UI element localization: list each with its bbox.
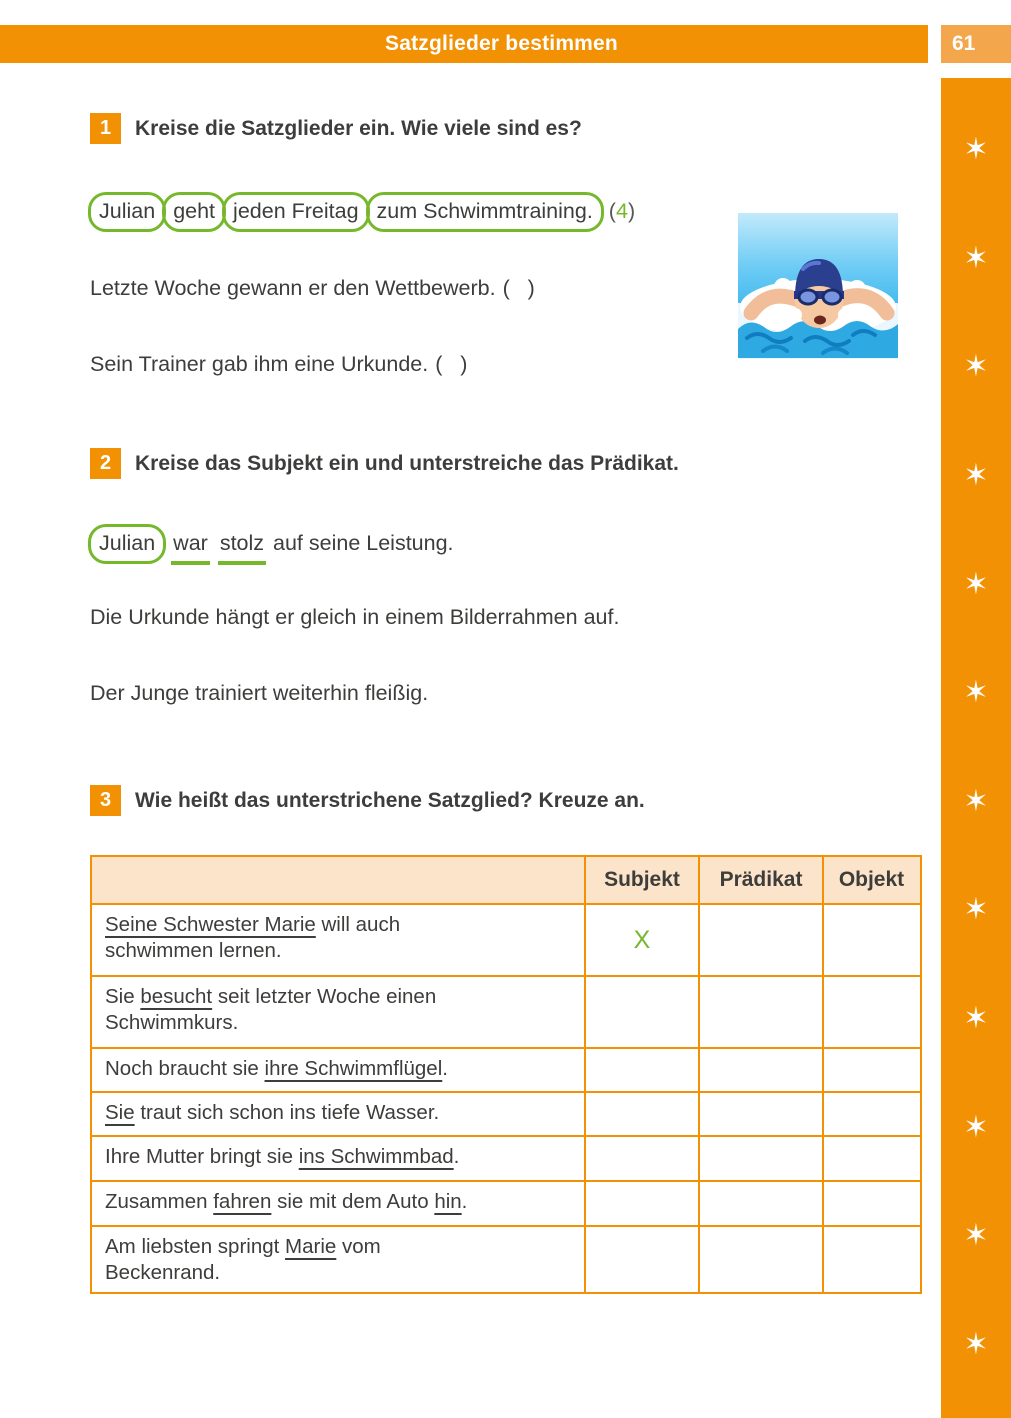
sentence-cell [92, 1049, 584, 1091]
table-row [92, 975, 920, 1047]
sentence-text: . [442, 1057, 448, 1080]
sparkle-star-icon: ✶ [963, 675, 989, 711]
exercise-2-prompt: Kreise das Subjekt ein und unterstreiche das Prädikat. [135, 451, 679, 475]
sentence-text: . [453, 1145, 460, 1168]
exercise-2-sentence-3: Der Junge trainiert weiterhin fleißig. [90, 681, 429, 705]
sparkle-star-icon: ✶ [963, 783, 989, 819]
sparkle-star-icon: ✶ [963, 132, 989, 167]
sentence-text: Zusammen [105, 1190, 214, 1213]
sentence-text: will auch [315, 913, 401, 936]
sentence-text: Letzte Woche gewann er den Wettbewerb. [90, 276, 496, 300]
mark-cell-praedikat[interactable] [698, 1182, 822, 1225]
table-row [92, 1225, 920, 1292]
circled-subject: Julian [88, 524, 166, 564]
table-row [92, 903, 920, 975]
exercise-1-circled-sentence [90, 192, 635, 232]
exercise-2-number-badge: 2 [90, 448, 121, 479]
mark-cell-praedikat[interactable] [698, 1093, 822, 1135]
sentence-text: seit letzter Woche einen [212, 985, 437, 1008]
circled-satzglied: jeden Freitag [222, 192, 370, 232]
underlined-satzglied: ins Schwimmbad [298, 1145, 454, 1168]
exercise-1-header [90, 113, 582, 144]
underlined-satzglied: ihre Schwimmflügel [264, 1057, 443, 1080]
exercise-1-sentence-2 [90, 276, 535, 301]
mark-cell-praedikat[interactable] [698, 1227, 822, 1292]
mark-cell-subjekt[interactable] [584, 977, 698, 1047]
page-number-badge [941, 25, 1011, 63]
mark-cell-objekt[interactable] [822, 1093, 919, 1135]
answer-parentheses[interactable]: ( ) [502, 276, 535, 300]
sentence-text: schwimmen lernen. [105, 939, 282, 962]
exercise-1-prompt: Kreise die Satzglieder ein. Wie viele sind es? [135, 116, 582, 140]
underlined-satzglied: fahren [213, 1190, 272, 1213]
underlined-predicate-1: war [171, 531, 210, 565]
mark-cell-objekt[interactable] [822, 905, 919, 975]
sentence-cell [92, 1093, 584, 1135]
exercise-3-header [90, 785, 645, 816]
exercise-2-sentence-2: Die Urkunde hängt er gleich in einem Bilderrahmen auf. [90, 605, 620, 629]
mark-cell-objekt[interactable] [822, 1137, 919, 1180]
sentence-text: Schwimmkurs. [105, 1011, 239, 1034]
sentence-text: Sein Trainer gab ihm eine Urkunde. [90, 352, 429, 376]
underlined-satzglied: hin [434, 1190, 462, 1213]
sparkle-star-icon: ✶ [963, 240, 989, 276]
table-row [92, 1047, 920, 1091]
underlined-predicate-2: stolz [218, 531, 266, 565]
sentence-text: Noch braucht sie [105, 1057, 265, 1080]
underlined-satzglied: besucht [140, 985, 213, 1008]
mark-cell-objekt[interactable] [822, 1049, 919, 1091]
sentence-cell [92, 1182, 584, 1225]
mark-cell-subjekt[interactable] [584, 1227, 698, 1292]
sparkle-star-icon: ✶ [963, 1218, 989, 1254]
underlined-satzglied: Sie [105, 1101, 135, 1124]
sparkle-star-icon: ✶ [963, 1109, 989, 1145]
mark-cell-praedikat[interactable] [698, 977, 822, 1047]
sparkle-star-icon: ✶ [963, 566, 989, 602]
mark-cell-praedikat[interactable] [698, 1137, 822, 1180]
mark-cell-objekt[interactable] [822, 977, 919, 1047]
circled-satzglied: geht [162, 192, 226, 232]
decorative-sidebar [941, 78, 1011, 1418]
underlined-satzglied: Marie [285, 1235, 337, 1258]
sparkle-star-icon: ✶ [963, 1001, 989, 1037]
mark-cell-praedikat[interactable] [698, 905, 822, 975]
table-row [92, 1180, 920, 1225]
sentence-cell [92, 977, 584, 1047]
mark-cell-subjekt[interactable] [584, 1182, 698, 1225]
table-row [92, 1091, 920, 1135]
table-header-empty [92, 857, 584, 903]
mark-cell-objekt[interactable] [822, 1182, 919, 1225]
exercise-2-marked-sentence [90, 524, 454, 565]
sentence-rest: auf seine Leistung. [273, 531, 454, 555]
exercise-1-sentence-3 [90, 352, 467, 377]
satzglied-table [90, 855, 922, 1294]
swimmer-illustration [733, 207, 905, 365]
sentence-text: Ihre Mutter bringt sie [105, 1145, 299, 1168]
circled-satzglied: Julian [88, 192, 166, 232]
exercise-2-header [90, 448, 679, 479]
mark-cell-subjekt[interactable]: X [584, 905, 698, 975]
table-header-praedikat: Prädikat [698, 857, 822, 903]
sparkle-star-icon: ✶ [963, 1327, 989, 1363]
sentence-text: vom [336, 1235, 381, 1258]
sentence-cell [92, 1137, 584, 1180]
circled-satzglied: zum Schwimmtraining. [366, 192, 604, 232]
page-header-bar [0, 25, 928, 63]
sentence-text: Beckenrand. [105, 1261, 221, 1284]
sentence-text: sie mit dem Auto [271, 1190, 435, 1213]
underlined-satzglied: Seine Schwester Marie [105, 913, 316, 936]
page-title: Satzglieder bestimmen [385, 32, 618, 55]
table-header-subjekt: Subjekt [584, 857, 698, 903]
sentence-text: traut sich schon ins tiefe Wasser. [134, 1101, 440, 1124]
exercise-1-number-badge: 1 [90, 113, 121, 144]
sentence-cell [92, 905, 584, 975]
sentence-text: Sie [105, 985, 141, 1008]
exercise-3-number-badge: 3 [90, 785, 121, 816]
sparkle-star-icon: ✶ [963, 892, 989, 928]
satzglied-count-answer: (4) [608, 199, 636, 223]
table-row [92, 1135, 920, 1180]
mark-cell-subjekt[interactable] [584, 1137, 698, 1180]
sparkle-star-icon: ✶ [963, 457, 989, 493]
mark-cell-praedikat[interactable] [698, 1049, 822, 1091]
sentence-text: . [461, 1190, 468, 1213]
mark-cell-objekt[interactable] [822, 1227, 919, 1292]
mark-cell-subjekt[interactable] [584, 1049, 698, 1091]
table-header-row [92, 857, 920, 903]
mark-cell-subjekt[interactable] [584, 1093, 698, 1135]
page-number: 61 [952, 32, 976, 55]
exercise-3-prompt: Wie heißt das unterstrichene Satzglied? Kreuze an. [135, 788, 645, 812]
sentence-text: Am liebsten springt [105, 1235, 286, 1258]
sentence-cell [92, 1227, 584, 1292]
table-header-objekt: Objekt [822, 857, 919, 903]
answer-parentheses[interactable]: ( ) [435, 352, 468, 376]
sparkle-star-icon: ✶ [963, 349, 989, 385]
